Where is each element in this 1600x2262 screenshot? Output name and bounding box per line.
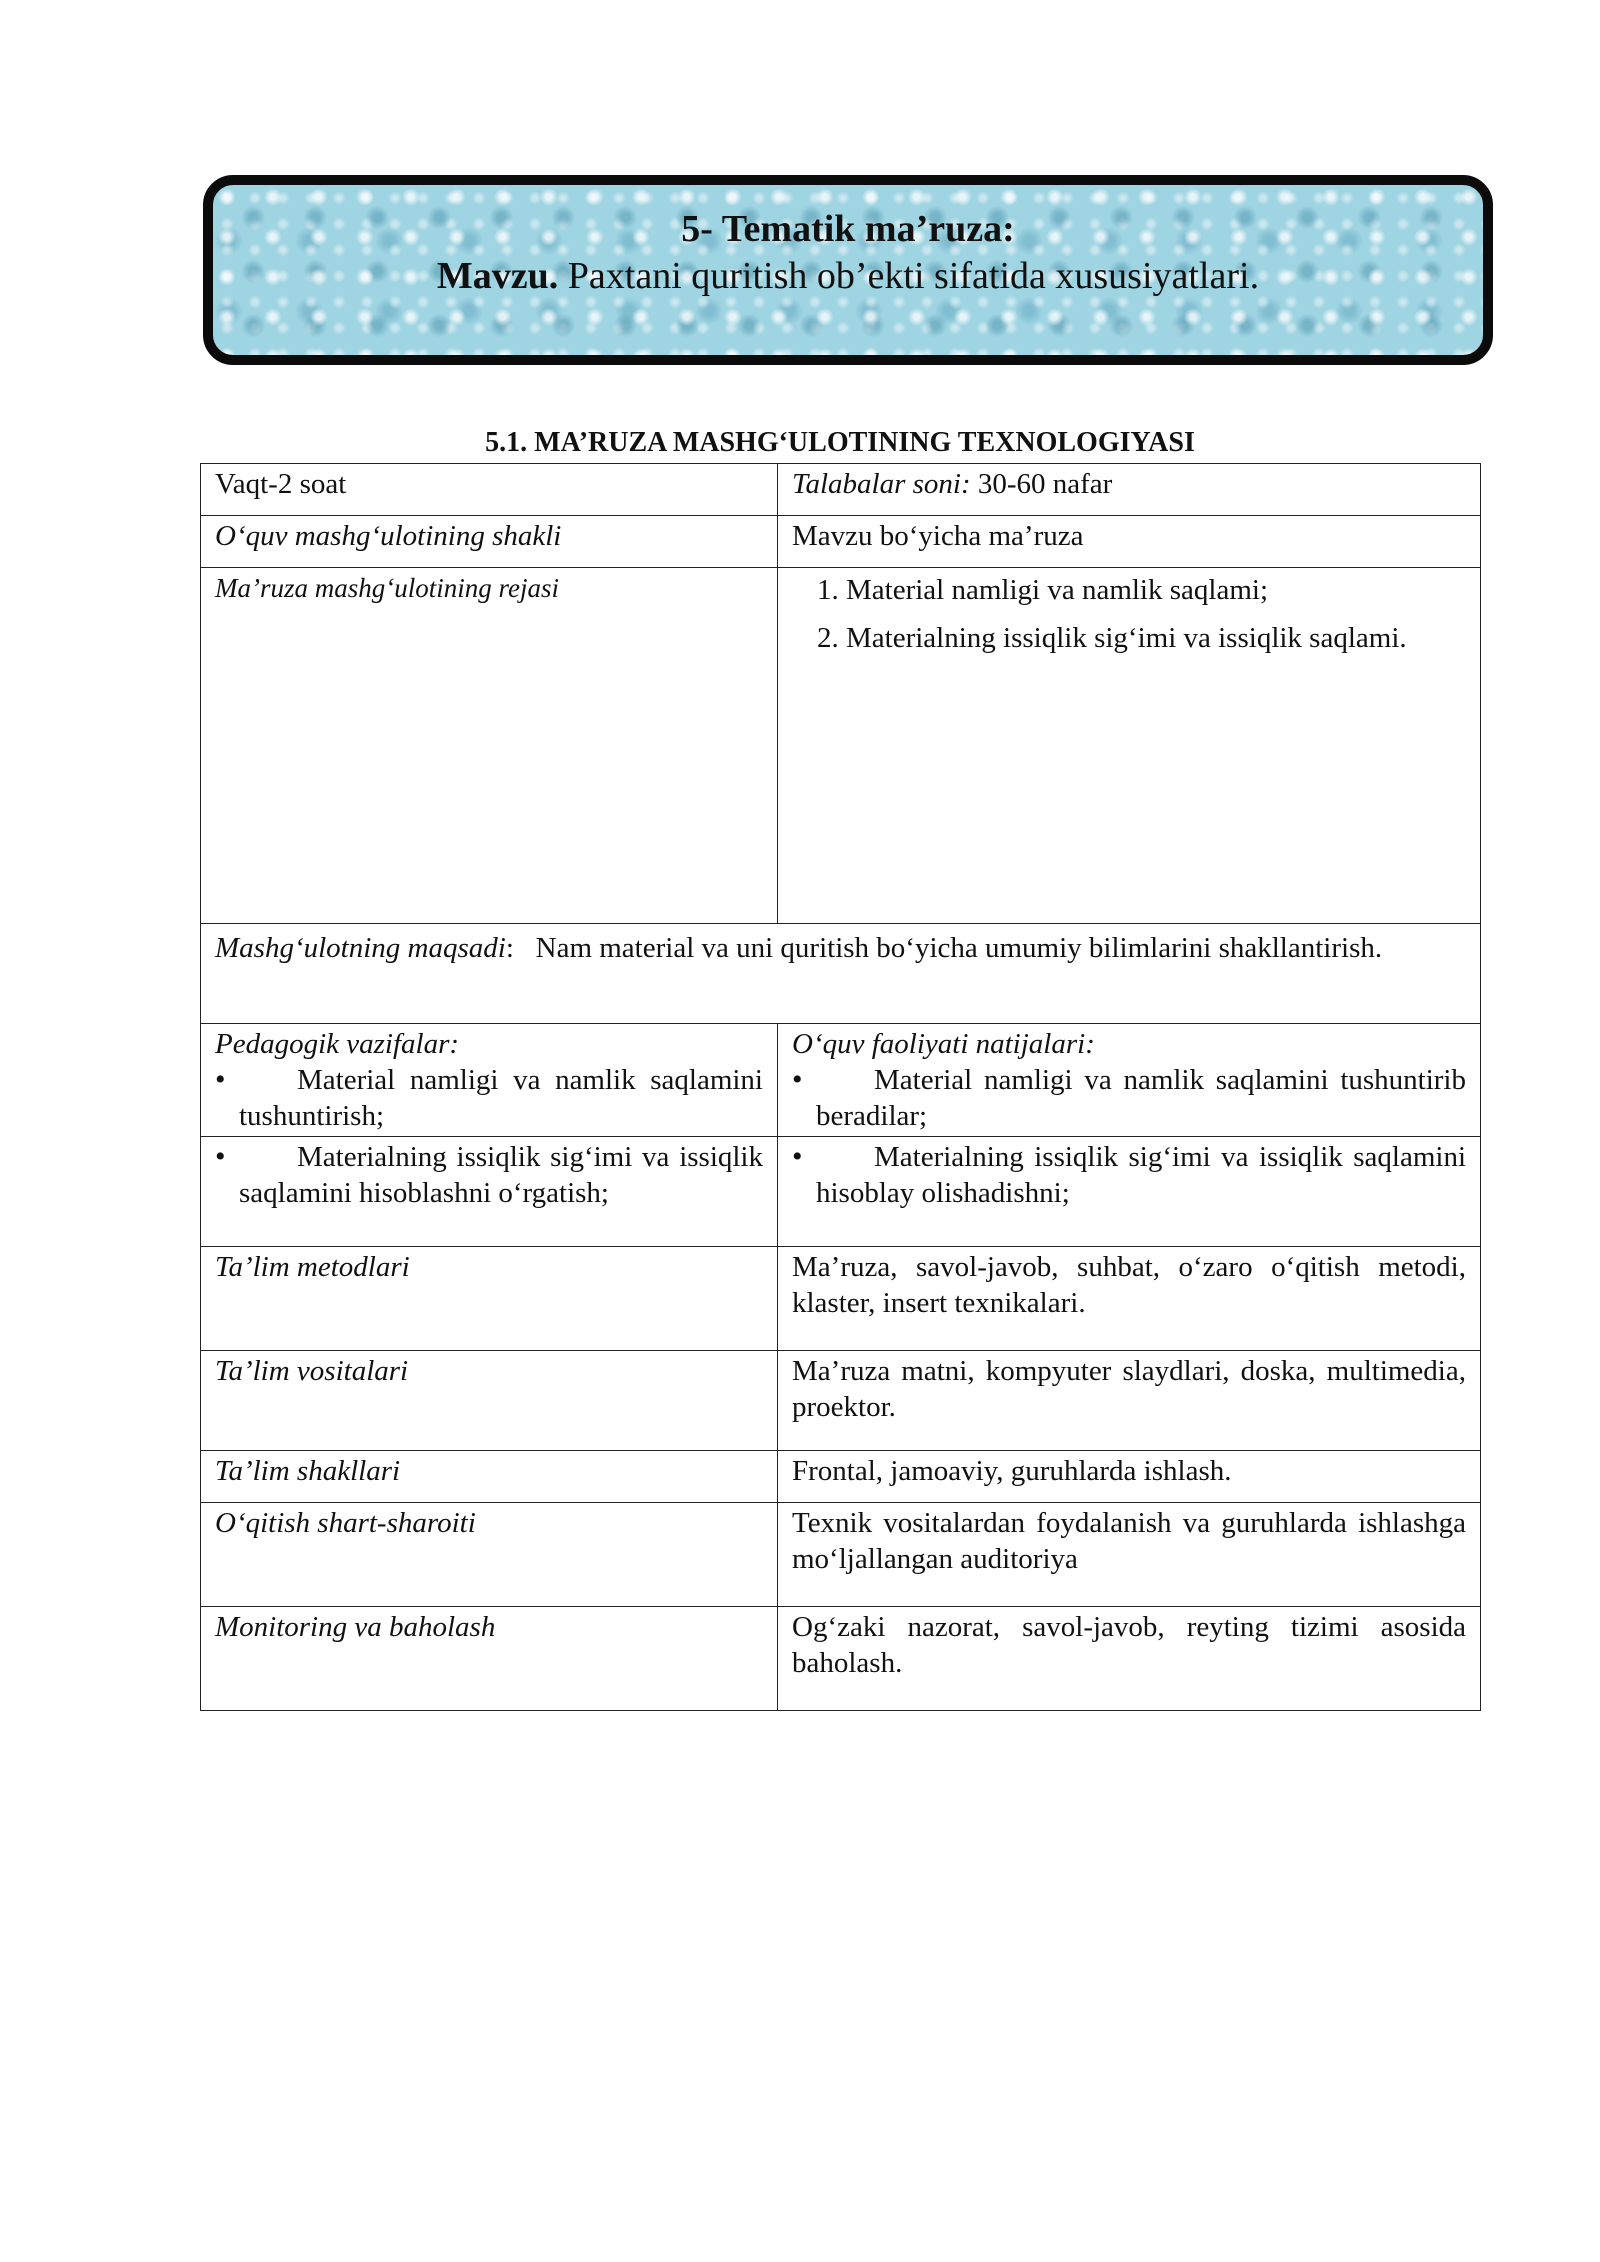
table-row (201, 1137, 1481, 1247)
plan-cell (778, 568, 1481, 924)
lecture-topic (213, 253, 1483, 299)
table-row (201, 1503, 1481, 1607)
conditions-label: O‘qitish shart-sharoiti (201, 1503, 778, 1607)
forms-label: Ta’lim shakllari (201, 1451, 778, 1503)
ped-task-cell (201, 1137, 778, 1247)
methods-label: Ta’lim metodlari (201, 1247, 778, 1351)
students-label: Talabalar soni: (792, 468, 971, 500)
goal-cell: Mashg‘ulotning maqsadi: Nam material va uni quritish bo‘yicha umumiy bilimlarini shakllantirish. (201, 924, 1481, 1024)
forms-value: Frontal, jamoaviy, guruhlarda ishlash. (778, 1451, 1481, 1503)
result-item: Materialning issiqlik sig‘imi va issiqlik saqlamini hisoblay olishadishni; (816, 1141, 1466, 1209)
results-header: O‘quv faoliyati natijalari: (792, 1028, 1095, 1060)
ped-item: Materialning issiqlik sig‘imi va issiqlik saqlamini hisoblashni o‘rgatish; (239, 1141, 763, 1209)
table-row (201, 464, 1481, 516)
ped-task-cell (201, 1024, 778, 1137)
form-value: Mavzu bo‘yicha ma’ruza (778, 516, 1481, 568)
students-value: 30-60 nafar (977, 468, 1113, 500)
goal-text: Nam material va uni quritish bo‘yicha umumiy bilimlarini shakllantirish. (535, 932, 1383, 964)
table-row (201, 1451, 1481, 1503)
list-item (792, 1062, 1466, 1134)
monitoring-label: Monitoring va baholash (201, 1607, 778, 1711)
topic-label: Mavzu. (436, 255, 559, 297)
goal-label: Mashg‘ulotning maqsadi (215, 932, 506, 964)
ped-item: Material namligi va namlik saqlamini tushuntirish; (239, 1064, 763, 1132)
bullet-icon: • (215, 1140, 226, 1173)
list-item (792, 1139, 1466, 1211)
plan-label: Ma’ruza mashg‘ulotining rejasi (201, 568, 778, 924)
plan-item: 2. Materialning issiqlik sig‘imi va issiqlik saqlami. (846, 620, 1466, 656)
plan-list (792, 572, 1466, 656)
table-row (201, 516, 1481, 568)
topic-text: Paxtani quritish ob’ekti sifatida xususiyatlari. (567, 255, 1260, 297)
tools-label: Ta’lim vositalari (201, 1351, 778, 1451)
table-row (201, 1024, 1481, 1137)
list-item (215, 1139, 763, 1211)
table-row (201, 1607, 1481, 1711)
result-item: Material namligi va namlik saqlamini tushuntirib beradilar; (816, 1064, 1466, 1132)
ped-header: Pedagogik vazifalar: (215, 1028, 460, 1060)
section-title: 5.1. MA’RUZA MASHG‘ULOTINING TEXNOLOGIYASI (485, 427, 1195, 458)
form-label: O‘quv mashg‘ulotining shakli (201, 516, 778, 568)
result-cell (778, 1137, 1481, 1247)
bullet-icon: • (792, 1063, 803, 1096)
bullet-icon: • (215, 1063, 226, 1096)
topic-banner (203, 175, 1493, 365)
table-row (201, 1247, 1481, 1351)
plan-item: 1. Material namligi va namlik saqlami; (846, 572, 1466, 608)
table-row (201, 924, 1481, 1024)
table-row (201, 1351, 1481, 1451)
bullet-icon: • (792, 1140, 803, 1173)
tools-value: Ma’ruza matni, kompyuter slaydlari, doska, multimedia, proektor. (778, 1351, 1481, 1451)
lesson-technology-table (200, 463, 1481, 1711)
result-cell (778, 1024, 1481, 1137)
conditions-value: Texnik vositalardan foydalanish va guruhlarda ishlashga mo‘ljallangan auditoriya (778, 1503, 1481, 1607)
monitoring-value: Og‘zaki nazorat, savol-javob, reyting tizimi asosida baholash. (778, 1607, 1481, 1711)
list-item (215, 1062, 763, 1134)
time-cell: Vaqt-2 soat (201, 464, 778, 516)
lecture-title: 5- Tematik ma’ruza: (681, 208, 1015, 250)
table-row (201, 568, 1481, 924)
students-cell (778, 464, 1481, 516)
methods-value: Ma’ruza, savol-javob, suhbat, o‘zaro o‘qitish metodi, klaster, insert texnikalari. (778, 1247, 1481, 1351)
